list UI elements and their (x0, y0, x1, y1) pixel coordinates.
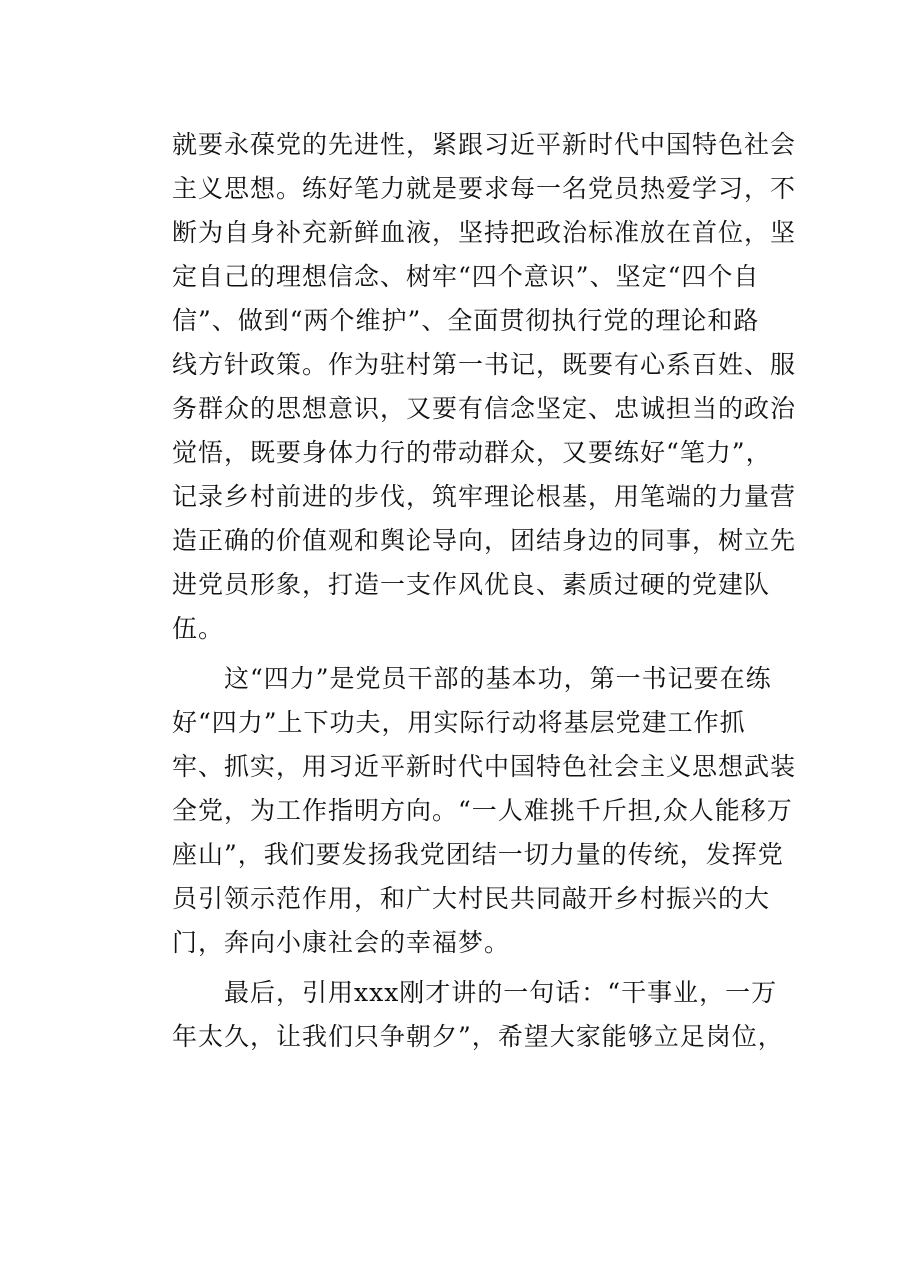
text-line: 信”、做到“两个维护”、全面贯彻执行党的理论和路 (172, 306, 760, 335)
text-line: 进党员形象，打造一支作风优良、素质过硬的党建队 (172, 570, 771, 599)
text-line: 全党，为工作指明方向。“一人难挑千斤担,众人能移万 (172, 796, 793, 825)
text-line: 伍。 (172, 614, 225, 643)
text-line: 门，奔向小康社会的幸福梦。 (172, 928, 511, 957)
paragraph-3 (172, 971, 784, 1059)
text-line: 造正确的价值观和舆论导向，团结身边的同事，树立先 (172, 526, 797, 555)
text-line: 牢、抓实，用习近平新时代中国特色社会主义思想武装 (172, 752, 797, 781)
text-line: 务群众的思想意识，又要有信念坚定、忠诚担当的政治 (172, 394, 797, 423)
text-line: 年太久，让我们只争朝夕”，希望大家能够立足岗位， (172, 1022, 784, 1051)
text-line: 线方针政策。作为驻村第一书记，既要有心系百姓、服 (172, 350, 797, 379)
text-line: 定自己的理想信念、树牢“四个意识”、坚定“四个自 (172, 262, 760, 291)
text-line: 主义思想。练好笔力就是要求每一名党员热爱学习，不 (172, 174, 797, 203)
text-line: 最后，引用xxx刚才讲的一句话：“干事业，一万 (172, 978, 778, 1007)
text-line: 好“四力”上下功夫，用实际行动将基层党建工作抓 (172, 708, 746, 737)
text-line: 员引领示范作用，和广大村民共同敲开乡村振兴的大 (172, 884, 771, 913)
text-line: 这“四力”是党员干部的基本功，第一书记要在练 (172, 664, 772, 693)
text-line: 座山”，我们要发扬我党团结一切力量的传统，发挥党 (172, 840, 784, 869)
text-line: 觉悟，既要身体力行的带动群众，又要练好“笔力”， (172, 438, 772, 467)
text-line: 断为自身补充新鲜血液，坚持把政治标准放在首位，坚 (172, 218, 797, 247)
text-line: 记录乡村前进的步伐，筑牢理论根基，用笔端的力量营 (172, 482, 797, 511)
text-line: 就要永葆党的先进性，紧跟习近平新时代中国特色社会 (172, 130, 797, 159)
paragraph-2 (172, 657, 797, 965)
document-body (172, 123, 797, 1059)
paragraph-1 (172, 123, 797, 651)
